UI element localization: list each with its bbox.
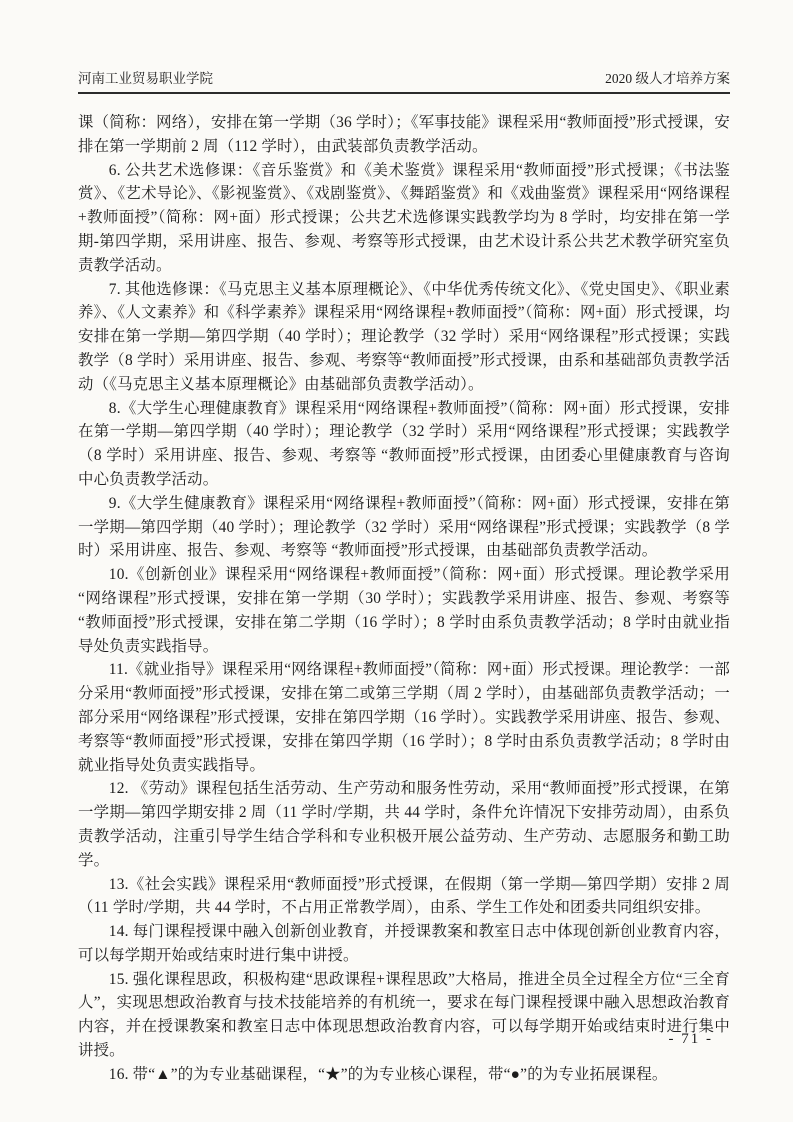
page-header — [78, 70, 730, 94]
document-body — [78, 111, 730, 1087]
header-institution-name: 河南工业贸易职业学院 — [78, 71, 213, 86]
paragraph-item-8: 8.《大学生心理健康教育》课程采用“网络课程+教师面授”（简称：网+面）形式授课，安排在第一学期—第四学期（40 学时）；理论教学（32 学时）采用“网络课程”形式授课；实践教学（8 学时）采用讲座、报告、参观、考察等 “教师面授”形式授课，由团委心里健康教育与咨询中心负责教学活动。 — [78, 399, 730, 488]
paragraph-item-9: 9.《大学生健康教育》课程采用“网络课程+教师面授”（简称：网+面）形式授课，安排在第一学期—第四学期（40 学时）；理论教学（32 学时）采用“网络课程”形式授课；实践教学（8 学时）采用讲座、报告、参观、考察等 “教师面授”形式授课，由基础部负责教学活动。 — [78, 494, 730, 560]
paragraph-item-12: 12. 《劳动》课程包括生活劳动、生产劳动和服务性劳动，采用“教师面授”形式授课，在第一学期—第四学期安排 2 周（11 学时/学期，共 44 学时，条件允许情况下安排劳动周），由系负责教学活动，注重引导学生结合学科和专业积极开展公益劳动、生产劳动、志愿服务和勤工助学。 — [78, 780, 730, 869]
paragraph-item-11: 11.《就业指导》课程采用“网络课程+教师面授”（简称：网+面）形式授课。理论教学：一部分采用“教师面授”形式授课，安排在第二或第三学期（周 2 学时），由基础部负责教学活动；一部分采用“网络课程”形式授课，安排在第四学期（16 学时）。实践教学采用讲座、报告、参观、考察等“教师面授”形式授课，安排在第四学期（16 学时）；8 学时由系负责教学活动；8 学时由就业指导处负责实践指导。 — [78, 661, 730, 774]
paragraph-item-15: 15. 强化课程思政，积极构建“思政课程+课程思政”大格局，推进全员全过程全方位“三全育人”，实现思想政治教育与技术技能培养的有机统一，要求在每门课程授课中融入思想政治教育内容，并在授课教案和教室日志中体现思想政治教育内容，可以每学期开始或结束时进行集中讲授。 — [78, 970, 730, 1060]
paragraph-item-10: 10.《创新创业》课程采用“网络课程+教师面授”（简称：网+面）形式授课。理论教学采用“网络课程”形式授课，安排在第一学期（30 学时）；实践教学采用讲座、报告、参观、考察等“教师面授”形式授课，安排在第二学期（16 学时）；8 学时由系负责教学活动；8 学时由就业指导处负责实践指导。 — [78, 566, 730, 655]
paragraph-item-6: 6. 公共艺术选修课：《音乐鉴赏》和《美术鉴赏》课程采用“教师面授”形式授课；《书法鉴赏》、《艺术导论》、《影视鉴赏》、《戏剧鉴赏》、《舞蹈鉴赏》和《戏曲鉴赏》课程采用“网络课程+教师面授”（简称：网+面）形式授课；公共艺术选修课实践教学均为 8 学时，均安排在第一学期-第四学期，采用讲座、报告、参观、考察等形式授课，由艺术设计系公共艺术教学研究室负责教学活动。 — [78, 161, 730, 274]
paragraph-item-14: 14. 每门课程授课中融入创新创业教育，并授课教案和教室日志中体现创新创业教育内容，可以每学期开始或结束时进行集中讲授。 — [78, 923, 730, 964]
page-number: - 71 - — [668, 1031, 713, 1047]
paragraph-item-7: 7. 其他选修课：《马克思主义基本原理概论》、《中华优秀传统文化》、《党史国史》、《职业素养》、《人文素养》和《科学素养》课程采用“网络课程+教师面授”（简称：网+面）形式授课，均安排在第一学期—第四学期（40 学时）；理论教学（32 学时）采用“网络课程”形式授课；实践教学（8 学时）采用讲座、报告、参观、考察等“教师面授”形式授课，由系和基础部负责教学活动（《马克思主义基本原理概论》由基础部负责教学活动）。 — [78, 280, 730, 393]
paragraph-item-13: 13.《社会实践》课程采用“教师面授”形式授课，在假期（第一学期—第四学期）安排 2 周（11 学时/学期，共 44 学时，不占用正常教学周），由系、学生工作处和团委共同组织安排。 — [78, 875, 730, 917]
paragraph-item-16: 16. 带“▲”的为专业基础课程，“★”的为专业核心课程，带“●”的为专业拓展课程。 — [108, 1065, 668, 1083]
paragraph-continuation: 课（简称：网络），安排在第一学期（36 学时）；《军事技能》课程采用“教师面授”形式授课，安排在第一学期前 2 周（112 学时），由武装部负责教学活动。 — [78, 114, 730, 155]
header-document-title: 2020 级人才培养方案 — [605, 71, 730, 86]
